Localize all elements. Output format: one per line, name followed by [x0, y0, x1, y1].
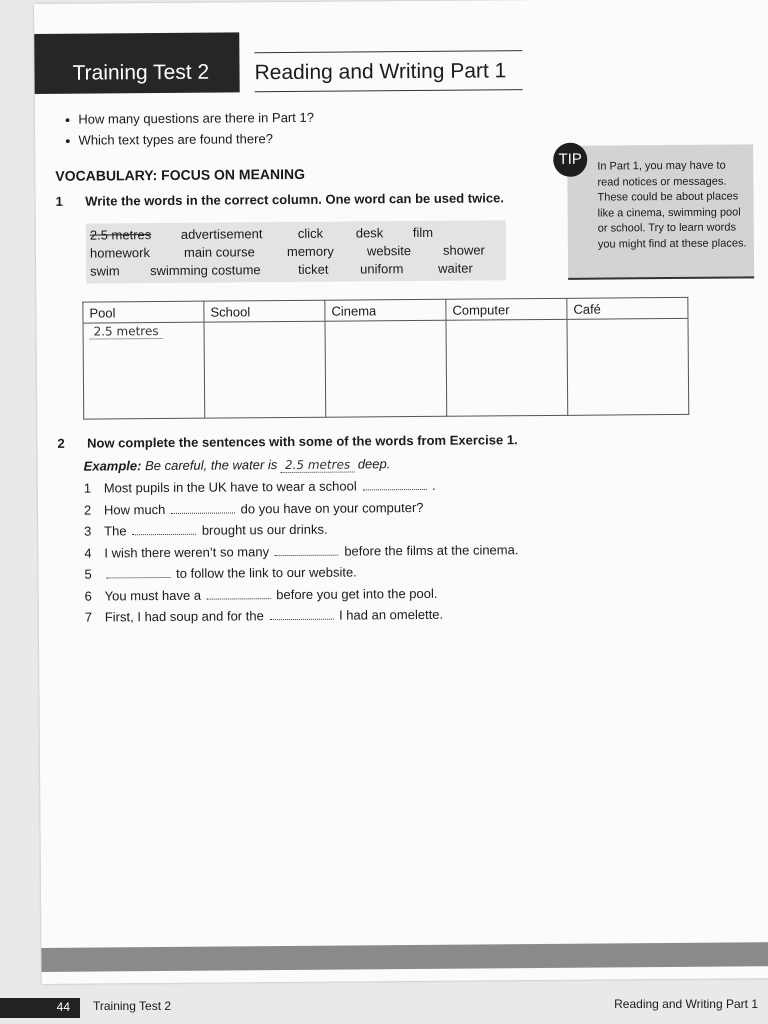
sentence-item: 6 You must have a before you get into the pool. — [84, 585, 438, 604]
column-header: Cinema — [325, 299, 446, 321]
word-item: 2.5 metres — [89, 227, 152, 243]
word-item: ticket — [298, 261, 329, 277]
word-item: homework — [89, 245, 150, 261]
sentence-item: 5 to follow the link to our website. — [84, 564, 357, 582]
word-item: film — [412, 224, 434, 241]
word-item: website — [366, 243, 412, 259]
example-sentence — [84, 456, 391, 473]
table-cell[interactable] — [567, 318, 689, 415]
table-cell[interactable] — [83, 322, 205, 419]
blank[interactable] — [207, 598, 271, 600]
word-item: main course — [183, 244, 255, 260]
intro-bullets — [65, 110, 314, 154]
word-item: click — [297, 225, 324, 241]
word-item: swimming costume — [150, 262, 261, 279]
column-header: Café — [567, 297, 688, 319]
blank[interactable] — [362, 489, 426, 491]
word-item: waiter — [438, 260, 473, 276]
table-cell[interactable] — [446, 319, 568, 416]
word-item: advertisement — [180, 226, 263, 242]
sentence-item: 7 First, I had soup and for the I had an omelette. — [84, 606, 444, 625]
footer-right-title: Reading and Writing Part 1 — [614, 997, 758, 1011]
part-title: Reading and Writing Part 1 — [254, 59, 507, 85]
example-after: deep. — [357, 456, 391, 472]
blank[interactable] — [171, 512, 235, 514]
column-header: School — [204, 300, 325, 322]
tip-badge: TIP — [553, 143, 587, 177]
instruction-text: Now complete the sentences with some of the words from Exercise 1. — [87, 432, 518, 451]
word-box — [86, 220, 506, 283]
example-answer: 2.5 metres — [281, 457, 354, 473]
example-label: Example: — [83, 458, 142, 474]
blank[interactable] — [275, 554, 339, 556]
sentence-item: 2 How much do you have on your computer? — [83, 499, 424, 518]
blank[interactable] — [107, 577, 171, 579]
exercise-number: 2 — [57, 435, 65, 451]
exercise1-instruction — [55, 190, 503, 209]
instruction-text: Write the words in the correct column. One word can be used twice. — [85, 190, 504, 209]
sentence-list — [84, 477, 519, 631]
example-before: Be careful, the water is — [145, 457, 278, 474]
sentence-item: 4 I wish there weren’t so many before the films at the cinema. — [84, 541, 519, 561]
category-table — [82, 297, 689, 420]
test-title: Training Test 2 — [72, 60, 210, 85]
table-cell[interactable] — [204, 321, 326, 418]
word-item: shower — [442, 242, 485, 258]
title-banner — [34, 32, 239, 94]
sentence-item: 1 Most pupils in the UK have to wear a school . — [83, 477, 436, 496]
column-header: Pool — [83, 301, 204, 323]
word-item: memory — [286, 243, 334, 260]
sentence-item: 3 The brought us our drinks. — [84, 521, 328, 539]
footer-left-title: Training Test 2 — [93, 999, 172, 1013]
bullet-item: ● Which text types are found there? — [65, 131, 314, 148]
word-item: desk — [355, 225, 384, 241]
blank[interactable] — [269, 619, 333, 621]
word-item: uniform — [360, 261, 404, 277]
workbook-page — [34, 0, 768, 984]
bullet-item: ● How many questions are there in Part 1? — [65, 110, 314, 127]
page-number-tab — [0, 998, 80, 1018]
tip-text: In Part 1, you may have to read notices or messages. These could be about places like a cinema, swimming pool or school. Try to learn words you might find at these places. — [597, 159, 747, 251]
column-header: Computer — [446, 298, 567, 320]
table-cell[interactable] — [325, 320, 447, 417]
page-edge-shadow — [41, 942, 768, 972]
exercise2-instruction — [57, 432, 517, 451]
page-number: 44 — [56, 1000, 70, 1014]
part-title-box — [254, 50, 522, 92]
word-item: swim — [90, 263, 120, 279]
blank[interactable] — [132, 534, 196, 536]
tip-box — [567, 144, 754, 279]
handwritten-answer: 2.5 metres — [90, 324, 163, 340]
section-heading: VOCABULARY: FOCUS ON MEANING — [55, 165, 306, 184]
exercise-number: 1 — [55, 193, 63, 209]
